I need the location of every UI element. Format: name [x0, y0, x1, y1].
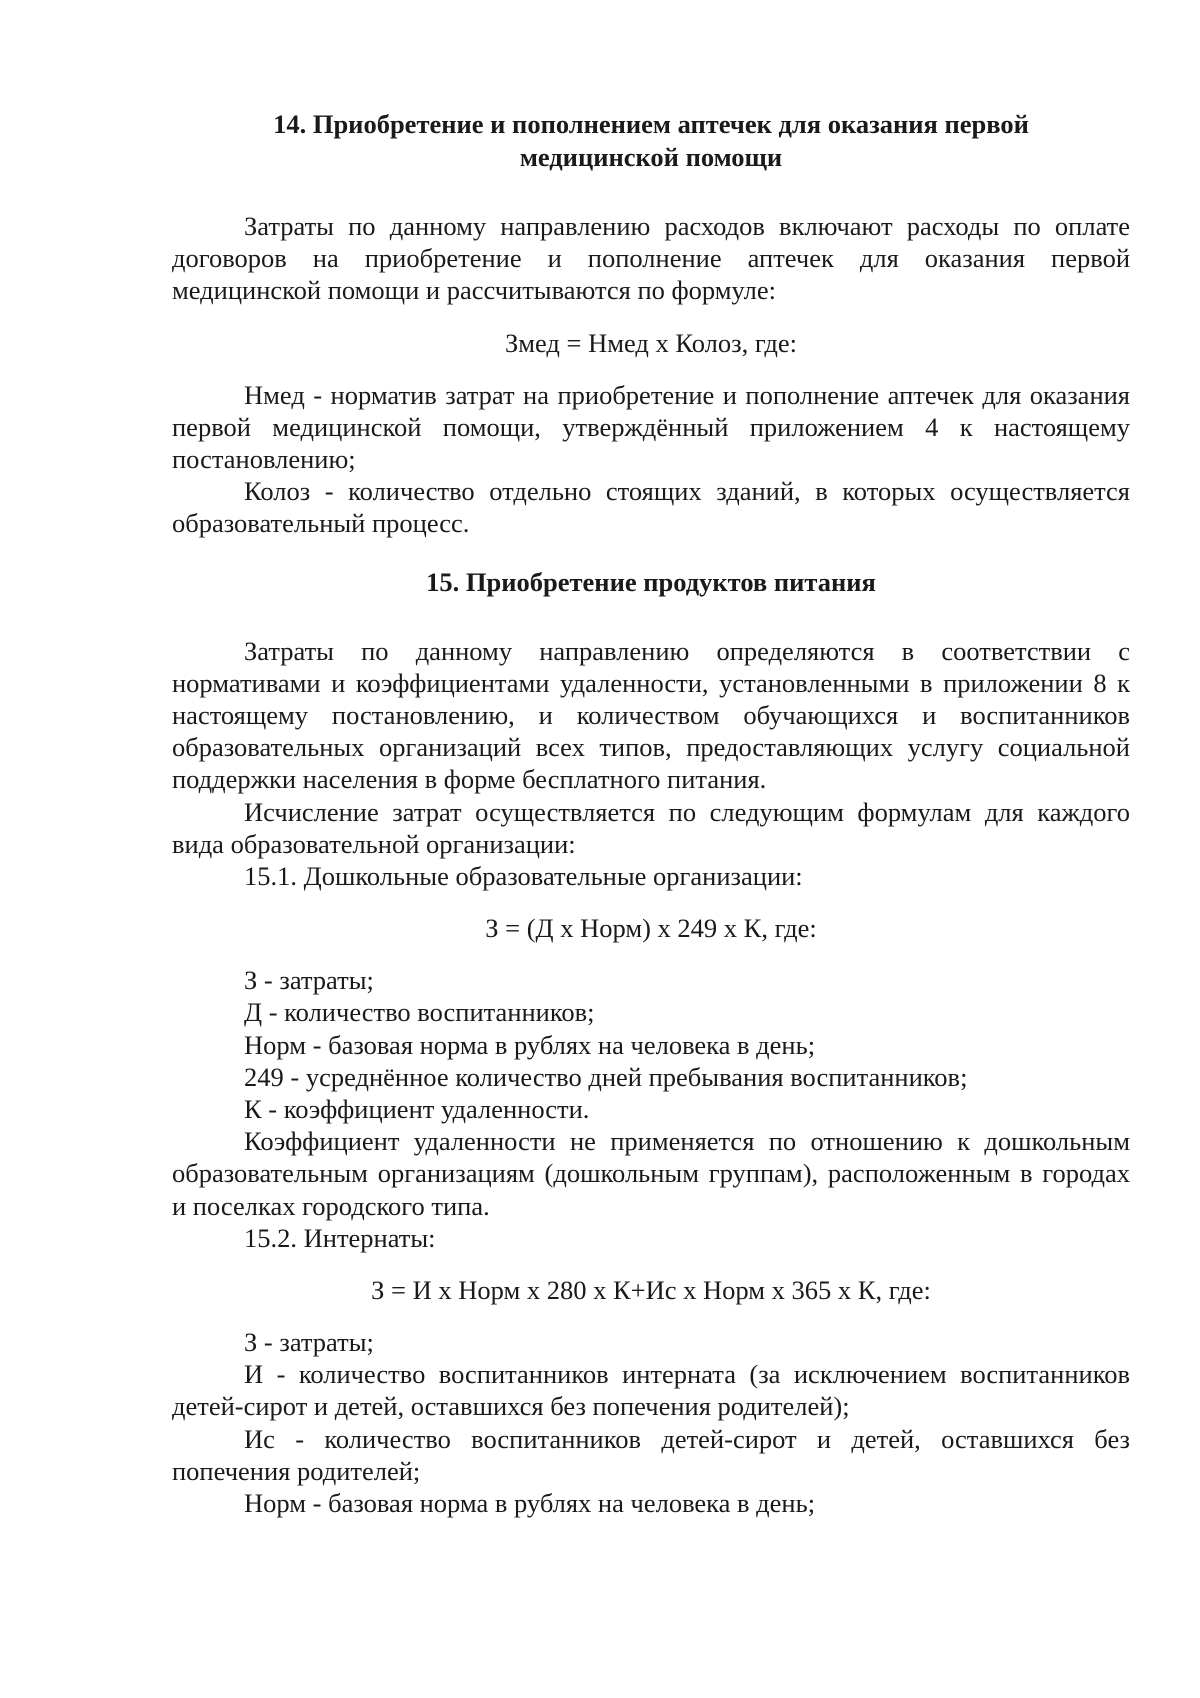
section-15-2-def-i: И - количество воспитанников интерната (за исключением воспитанников детей-сирот и детей, оставшихся без попечения родителей);: [172, 1359, 1130, 1422]
section-15-1-title: 15.1. Дошкольные образовательные организации:: [244, 861, 803, 892]
section-15-intro: Затраты по данному направлению определяются в соответствии с нормативами и коэффициентами удаленности, установленными в приложении 8 к настоящему постановлению, и количеством обучающихся и воспитанников образовательных организаций всех типов, предоставляющих услугу социальной поддержки населения в форме бесплатного питания.: [172, 635, 1130, 795]
section-14-def-nmed: Нмед - норматив затрат на приобретение и пополнение аптечек для оказания первой медицинской помощи, утверждённый приложением 4 к настоящему постановлению;: [172, 379, 1130, 475]
section-15-2-def-norm: Норм - базовая норма в рублях на человека в день;: [244, 1488, 816, 1519]
section-14-title-line2: медицинской помощи: [519, 142, 783, 172]
section-15-1-def-k: К - коэффициент удаленности.: [244, 1094, 590, 1125]
section-15-1-def-249: 249 - усреднённое количество дней пребывания воспитанников;: [244, 1061, 968, 1092]
section-14-intro: Затраты по данному направлению расходов включают расходы по оплате договоров на приобретение и пополнение аптечек для оказания первой медицинской помощи и рассчитываются по формуле:: [172, 211, 1130, 306]
section-15-1-def-norm: Норм - базовая норма в рублях на человека в день;: [244, 1029, 816, 1060]
section-15-1-def-d: Д - количество воспитанников;: [244, 997, 595, 1028]
section-14-formula: Змед = Нмед х Колоз, где:: [504, 327, 798, 358]
section-15-2-title: 15.2. Интернаты:: [244, 1222, 436, 1253]
section-15-1-formula: З = (Д х Норм) х 249 х К, где:: [485, 913, 817, 944]
section-15-1-def-z: З - затраты;: [244, 965, 374, 996]
section-14-title-line1: 14. Приобретение и пополнением аптечек для оказания первой: [273, 109, 1029, 139]
section-15-calc-intro: Исчисление затрат осуществляется по следующим формулам для каждого вида образовательной организации:: [172, 796, 1130, 859]
section-15-2-formula: З = И х Норм х 280 х К+Ис х Норм х 365 х К, где:: [371, 1275, 931, 1306]
section-15-1-note: Коэффициент удаленности не применяется по отношению к дошкольным образовательным организациям (дошкольным группам), расположенным в городах и поселках городского типа.: [172, 1126, 1130, 1221]
section-14-def-koloz: Колоз - количество отдельно стоящих зданий, в которых осуществляется образовательный процесс.: [172, 476, 1130, 539]
section-15-title: 15. Приобретение продуктов питания: [426, 566, 876, 597]
section-15-2-def-is: Ис - количество воспитанников детей-сирот и детей, оставшихся без попечения родителей;: [172, 1423, 1130, 1486]
section-15-2-def-z: З - затраты;: [244, 1327, 374, 1358]
document-content: [172, 108, 1130, 1519]
